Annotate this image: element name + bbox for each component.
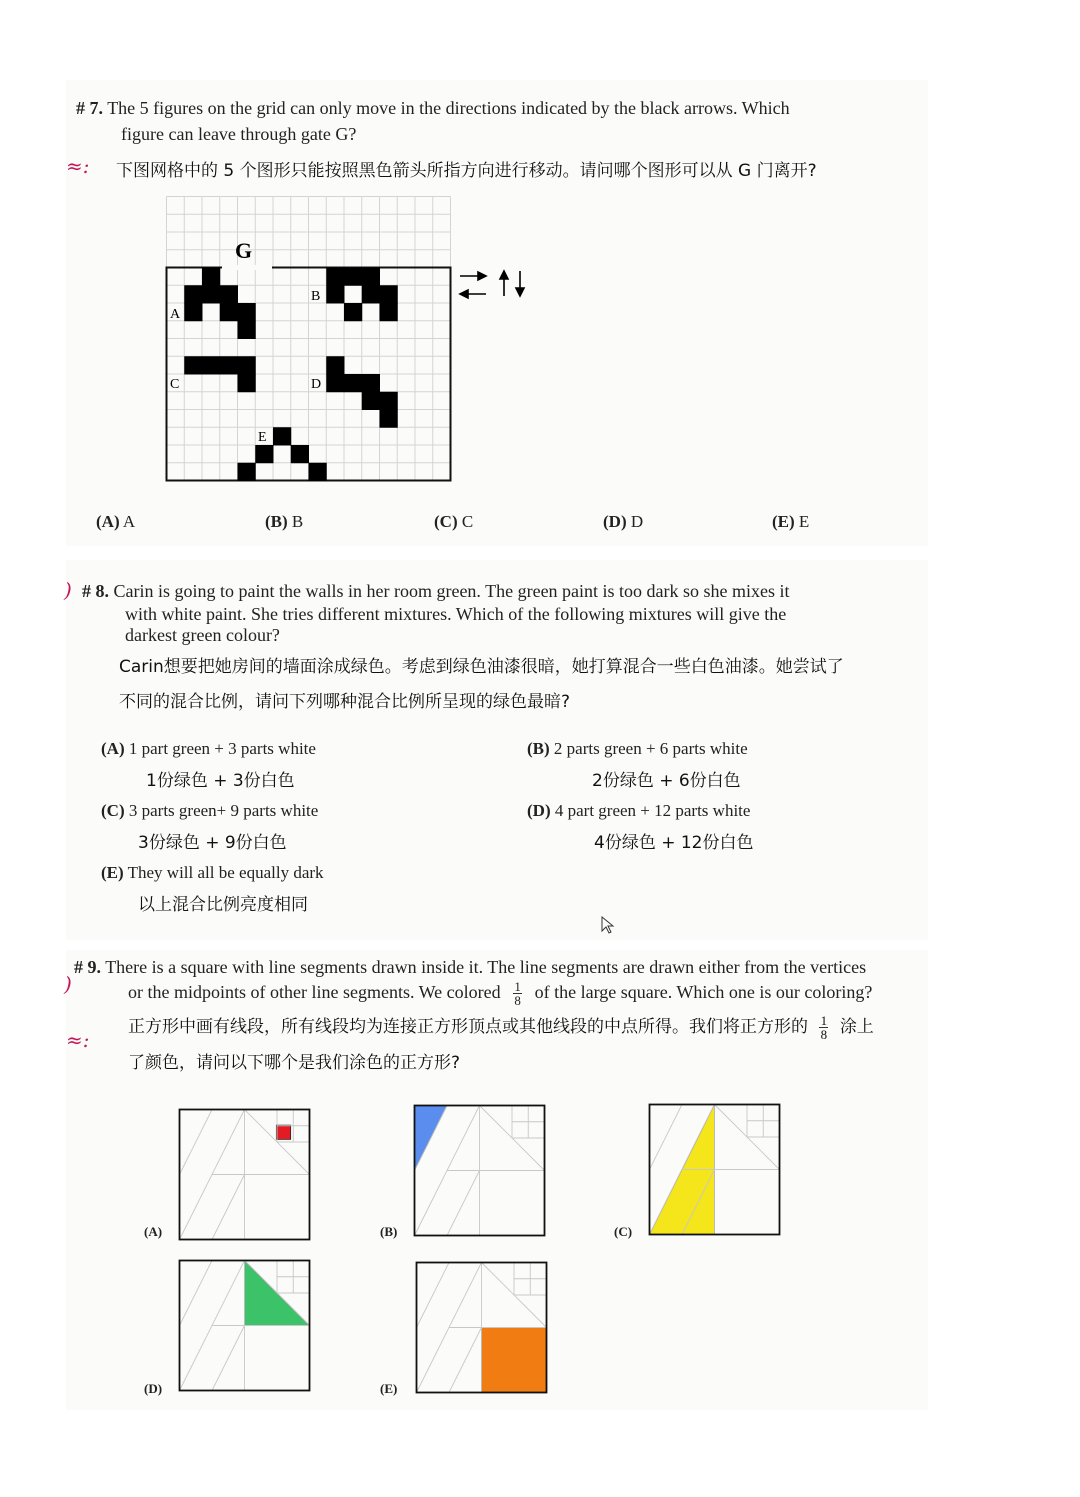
shape-c-cell (202, 356, 220, 374)
shape-e-cell (291, 445, 309, 463)
q9-option-b-label[interactable]: (B) (380, 1224, 398, 1239)
figure-label-e: E (258, 430, 267, 445)
handwritten-mark: ) (64, 578, 72, 602)
gate-label: G (235, 238, 253, 263)
q9-option-c-label[interactable]: (C) (614, 1224, 633, 1239)
shape-c-cell (238, 374, 256, 392)
q8-option-e-cn: 以上混合比例亮度相同 (138, 895, 308, 915)
shape-a-cell (220, 303, 238, 321)
figure-label-b: B (311, 289, 321, 304)
q9-square-e[interactable] (415, 1261, 548, 1394)
q9-square-a[interactable] (178, 1108, 311, 1241)
q8-text-line3: darkest green colour? (125, 625, 280, 645)
q8-option-c[interactable]: (C) 3 parts green+ 9 parts white (101, 801, 319, 820)
q8-option-a[interactable]: (A) 1 part green + 3 parts white (101, 739, 316, 758)
q9-line2 (128, 980, 872, 1007)
shape-b-cell (344, 268, 362, 286)
q8-line1 (82, 579, 790, 603)
shape-e-cell (309, 463, 327, 481)
segment-line (650, 1105, 683, 1170)
q9-text-line2b: of the large square. Which one is our coloring? (534, 982, 873, 1002)
segment-line (212, 1175, 245, 1240)
handwritten-mark: ≈: (66, 1028, 90, 1052)
shape-c-cell (238, 356, 256, 374)
shape-b-cell (344, 303, 362, 321)
handwritten-mark: ) (64, 972, 72, 996)
segment-line (180, 1261, 213, 1326)
q7-cn-text: 下图网格中的 5 个图形只能按照黑色箭头所指方向进行移动。请问哪个图形可以从 G 门离开? (116, 161, 817, 181)
shape-c-cell (184, 356, 202, 374)
q8-option-b-cn: 2份绿色 + 6份白色 (592, 771, 741, 791)
figure-label-a: A (170, 307, 181, 322)
q8-option-e[interactable]: (E) They will all be equally dark (101, 863, 324, 882)
shape-b-cell (326, 285, 344, 303)
shape-b-cell (362, 285, 380, 303)
arrow-right-icon (478, 272, 486, 280)
q7-option-a[interactable]: (A) A (96, 512, 136, 531)
shape-e-cell (255, 445, 273, 463)
segment-line (180, 1110, 213, 1175)
shape-e-cell (273, 427, 291, 445)
figure-label-c: C (170, 377, 180, 392)
q9-option-a-label[interactable]: (A) (144, 1224, 163, 1239)
q9-cn-line2: 了颜色，请问以下哪个是我们涂色的正方形? (128, 1053, 461, 1073)
shape-a-cell (184, 303, 202, 321)
shape-d-cell (344, 374, 362, 392)
segment-line (417, 1263, 450, 1328)
q8-option-d-cn: 4份绿色 + 12份白色 (594, 833, 754, 853)
q8-text-line2: with white paint. She tries different mixtures. Which of the following mixtures will give the (125, 604, 787, 624)
shape-a-cell (220, 285, 238, 303)
q7-option-c[interactable]: (C) C (434, 512, 474, 531)
q9-square-d[interactable] (178, 1259, 311, 1392)
q8-option-a-cn: 1份绿色 + 3份白色 (146, 771, 295, 791)
shape-a-cell (202, 285, 220, 303)
shaded-region (482, 1328, 547, 1393)
q9-text-line1: There is a square with line segments drawn inside it. The line segments are drawn either from the vertices (105, 957, 867, 977)
grid-lines (167, 197, 451, 481)
direction-arrows (460, 271, 524, 298)
q7-number: # 7. (76, 98, 103, 118)
shape-b-cell (326, 268, 344, 286)
q7-text-line2: figure can leave through gate G? (121, 124, 357, 144)
q9-cn-line1: 正方形中画有线段，所有线段均为连接正方形顶点或其他线段的中点所得。我们将正方形的 $\frac{1}{8}$ 涂上 (128, 1012, 874, 1042)
q9-square-b[interactable] (413, 1104, 546, 1237)
q7-option-e[interactable]: (E) E (772, 512, 810, 531)
shape-d-cell (326, 356, 344, 374)
shape-e-cell (238, 463, 256, 481)
shape-d-cell (326, 374, 344, 392)
q9-option-e-label[interactable]: (E) (380, 1381, 398, 1396)
fraction-one-eighth: $\frac{1}{8}$ (514, 979, 521, 1009)
q8-option-c-cn: 3份绿色 + 9份白色 (138, 833, 287, 853)
shaded-region (276, 1125, 290, 1139)
figure-label-d: D (311, 377, 322, 392)
segment-line (449, 1328, 482, 1393)
q7-text-line1: The 5 figures on the grid can only move in the directions indicated by the black arrows. Which (107, 98, 790, 118)
shape-a-cell (238, 321, 256, 339)
q9-line1 (74, 955, 866, 979)
q8-cn-line2: 不同的混合比例，请问下列哪种混合比例所呈现的绿色最暗? (119, 692, 571, 712)
shape-a-cell (238, 303, 256, 321)
arrow-down-icon (516, 288, 524, 296)
gate-opening (222, 265, 272, 270)
q8-cn-line1: Carin想要把她房间的墙面涂成绿色。考虑到绿色油漆很暗，她打算混合一些白色油漆。她尝试了 (119, 657, 844, 677)
q8-option-b[interactable]: (B) 2 parts green + 6 parts white (527, 739, 748, 758)
fraction-one-eighth-cn: $\frac{1}{8}$ (820, 1012, 828, 1042)
shape-d-cell (380, 410, 398, 428)
q9-square-c[interactable] (648, 1103, 781, 1236)
shape-a-cell (184, 285, 202, 303)
q7-grid-figure (150, 190, 540, 490)
arrow-left-icon (460, 290, 468, 298)
cursor-icon (601, 916, 617, 936)
shape-b-cell (380, 303, 398, 321)
shape-a-cell (202, 268, 220, 286)
q7-option-d[interactable]: (D) D (603, 512, 644, 531)
segment-line (447, 1171, 480, 1236)
shape-d-cell (362, 392, 380, 410)
shape-c-cell (220, 356, 238, 374)
shape-d-cell (362, 374, 380, 392)
q9-text-line2a: or the midpoints of other line segments. We colored (128, 982, 501, 1002)
q8-option-d[interactable]: (D) 4 part green + 12 parts white (527, 801, 751, 820)
q9-number: # 9. (74, 957, 101, 977)
arrow-up-icon (500, 271, 508, 279)
q9-option-d-label[interactable]: (D) (144, 1381, 163, 1396)
shape-d-cell (380, 392, 398, 410)
shape-b-cell (380, 285, 398, 303)
q8-text-line1: Carin is going to paint the walls in her room green. The green paint is too dark so she mixes it (113, 581, 790, 601)
segment-line (212, 1326, 245, 1391)
q8-number: # 8. (82, 581, 109, 601)
shape-b-cell (362, 268, 380, 286)
handwritten-mark: ≈: (66, 154, 90, 178)
q7-line1 (76, 96, 790, 120)
q7-option-b[interactable]: (B) B (265, 512, 304, 531)
